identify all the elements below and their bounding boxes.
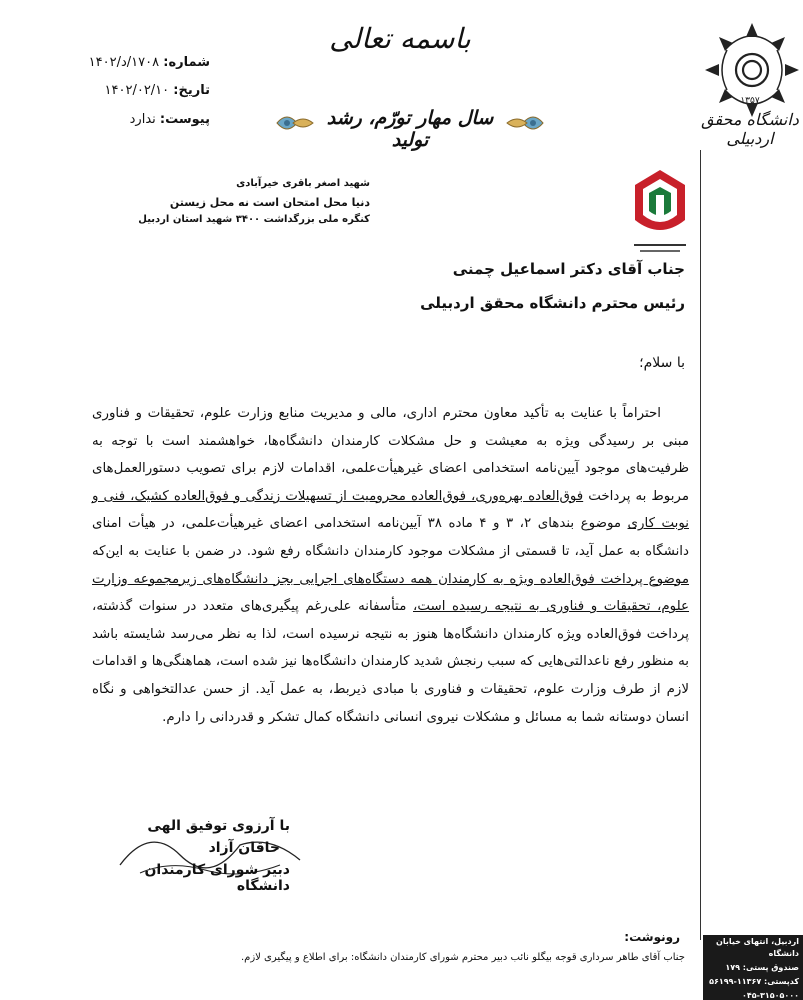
cc-text: جناب آقای طاهر سرداری قوجه بیگلو نائب دبیر محترم شورای کارمندان دانشگاه: برای اطلاع و پیگیری لازم. [240, 952, 685, 963]
footer-phone: ۰۴۵-۳۱۵۰۵۰۰۰ [741, 991, 799, 1000]
signature-name: خاقان آزاد [208, 840, 280, 856]
ornament-right-icon [505, 107, 545, 139]
letter-date-row [70, 83, 210, 98]
body-part-1: احتراماً با عنایت به تأکید معاون محترم اداری، مالی و مدیریت منابع وزارت علوم، تحقیقات و فناوری مبنی بر رسیدگی ویژه به معیشت و حل مشکلات کارمندان دانشگاه‌ها، خواهشمند است با توجه به ظرفیت‌های موجود آیین‌نامه استخدامی اعضای غیرهیأت‌علمی، اقدامات لازم برای تصویب دستورالعمل‌های مربوط به پرداخت [92, 406, 689, 504]
letter-body [92, 400, 689, 731]
addressee-title: رئیس محترم دانشگاه محقق اردبیلی [420, 294, 685, 312]
martyr-quote: دنیا محل امتحان است نه محل زیستن [169, 196, 370, 209]
year-slogan: سال مهار تورّم، رشد تولید [326, 107, 494, 151]
footer-postbox: صندوق پستی: ۱۷۹ [725, 963, 799, 972]
attachment-value: ندارد [129, 112, 156, 127]
martyr-congress: کنگره ملی بزرگداشت ۳۴۰۰ شهید استان اردبیل [138, 214, 370, 225]
body-underline-2: موضوع پرداخت فوق‌العاده ویژه به کارمندان همه دستگاه‌های اجرایی بجز دانشگاه‌های زیرمجموعه وزارت علوم، تحقیقات و فناوری به نتیجه رسیده است، [92, 571, 690, 615]
letter-number-row [70, 55, 210, 70]
cc-label: رونوشت: [624, 930, 680, 944]
footer-postcode: کدپستی: ۱۱۳۶۷-۵۶۱۹۹ [709, 977, 799, 986]
footer-address: اردبیل، انتهای خیابان دانشگاه [716, 937, 799, 958]
greeting: با سلام؛ [639, 355, 685, 371]
signature-closing: با آرزوی توفیق الهی [147, 818, 290, 834]
martyr-name: شهید اصغر باقری خیرآبادی [236, 178, 370, 189]
number-label: شماره: [163, 55, 210, 70]
addressee-name: جناب آقای دکتر اسماعیل چمنی [452, 260, 685, 278]
margin-divider [700, 150, 701, 940]
footer-contact-box [703, 935, 803, 1000]
slogan-banner [275, 103, 545, 151]
body-part-2: موضوع بندهای ۲، ۳ و ۴ ماده ۳۸ آیین‌نامه استخدامی اعضای غیرهیأت‌علمی، در هیأت امنای دانشگاه به عمل آید، تا قسمتی از مشکلات موجود کارمندان دانشگاه رفع شود. در ضمن با عنایت به این‌که [92, 516, 689, 559]
university-name: دانشگاه محقق اردبیلی [701, 110, 799, 148]
number-value: ۱۷۰۸/د/۱۴۰۲ [88, 55, 160, 70]
university-founding-year: ۱۳۵۷ [740, 96, 760, 106]
ornament-left-icon [275, 107, 315, 139]
invocation-heading: باسمه تعالی [329, 22, 471, 55]
signature-title: دبیر شورای کارمندان دانشگاه [144, 862, 290, 894]
date-label: تاریخ: [173, 83, 210, 98]
body-underline-1: فوق‌العاده بهره‌وری، فوق‌العاده محرومیت از تسهیلات زندگی و فوق‌العاده کشیک، فنی و نوبت کاری [92, 488, 689, 532]
letter-attachment-row [70, 112, 210, 127]
congress-logo-icon [630, 165, 690, 255]
date-value: ۱۴۰۲/۰۲/۱۰ [104, 83, 170, 98]
attachment-label: پیوست: [159, 112, 210, 127]
body-part-3: متأسفانه علی‌رغم پیگیری‌های متعدد در سنوات گذشته، پرداخت فوق‌العاده ویژه کارمندان دانشگاه‌ها هنوز به نتیجه نرسیده است، لذا به نظر می‌رسد شایسته باشد به منظور رفع ناعدالتی‌هایی که سبب رنجش شدید کارمندان دانشگاه‌ها نیز شده است، هماهنگی‌ها و اقدامات لازم از طرف وزارت علوم، تحقیقات و فناوری با مبادی ذیربط، به عمل آید. از حسن عدالتخواهی و نگاه انسان دوستانه شما به مسائل و مشکلات نیروی انسانی دانشگاه کمال تشکر و قدردانی را دارم. [92, 599, 689, 725]
